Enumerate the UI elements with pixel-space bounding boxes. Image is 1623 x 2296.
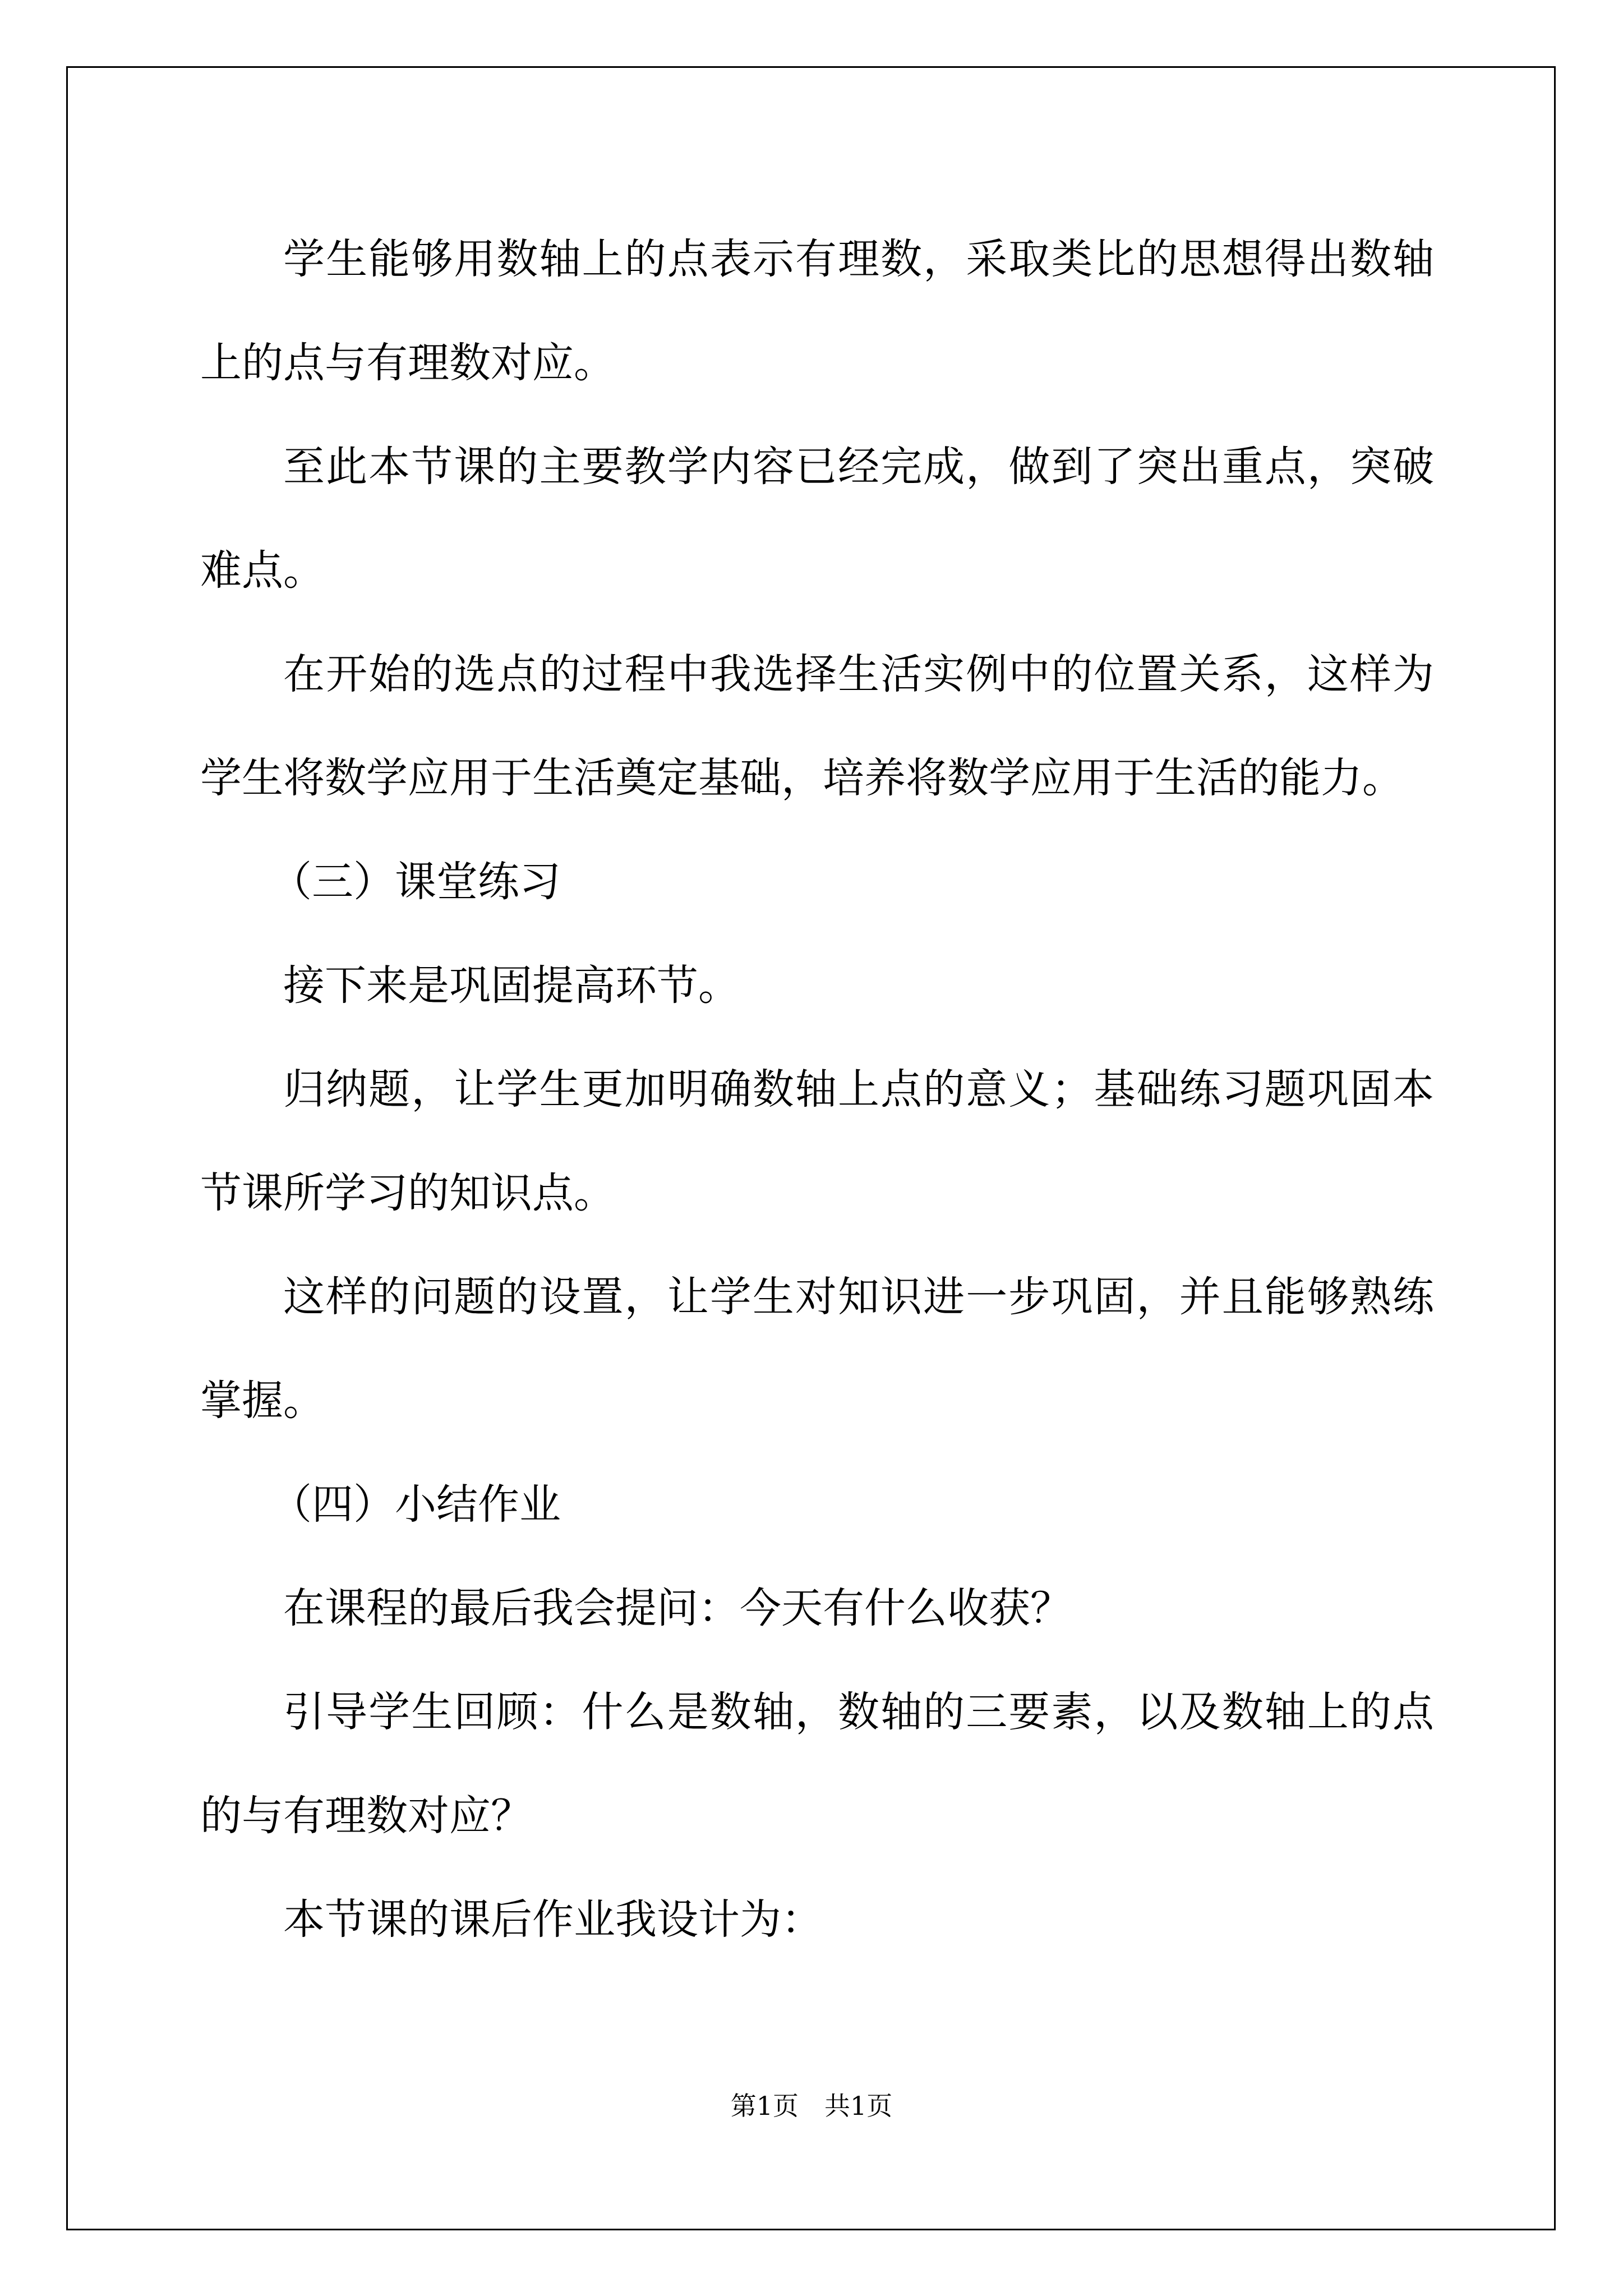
paragraph: 本节课的课后作业我设计为： [283, 1895, 823, 1944]
page-footer: 第1页 共1页 [730, 2091, 893, 2121]
paragraph: 在课程的最后我会提问：今天有什么收获？ [283, 1584, 1072, 1632]
document-body [200, 208, 1434, 1972]
paragraph: 在开始的选点的过程中我选择生活实例中的位置关系，这样为学生将数学应用于生活奠定基础，培养将数学应用于生活的能力。 [200, 650, 1434, 802]
paragraph: 至此本节课的主要教学内容已经完成，做到了突出重点，突破难点。 [200, 443, 1434, 595]
section-heading: （三）课堂练习 [270, 858, 561, 906]
paragraph: 归纳题，让学生更加明确数轴上点的意义；基础练习题巩固本节课所学习的知识点。 [200, 1065, 1434, 1217]
paragraph: 这样的问题的设置，让学生对知识进一步巩固，并且能够熟练掌握。 [200, 1273, 1434, 1425]
paragraph: 学生能够用数轴上的点表示有理数，采取类比的思想得出数轴上的点与有理数对应。 [200, 235, 1434, 387]
paragraph: 引导学生回顾：什么是数轴，数轴的三要素，以及数轴上的点的与有理数对应？ [200, 1688, 1434, 1840]
paragraph: 接下来是巩固提高环节。 [283, 961, 740, 1010]
section-heading: （四）小结作业 [270, 1480, 561, 1529]
